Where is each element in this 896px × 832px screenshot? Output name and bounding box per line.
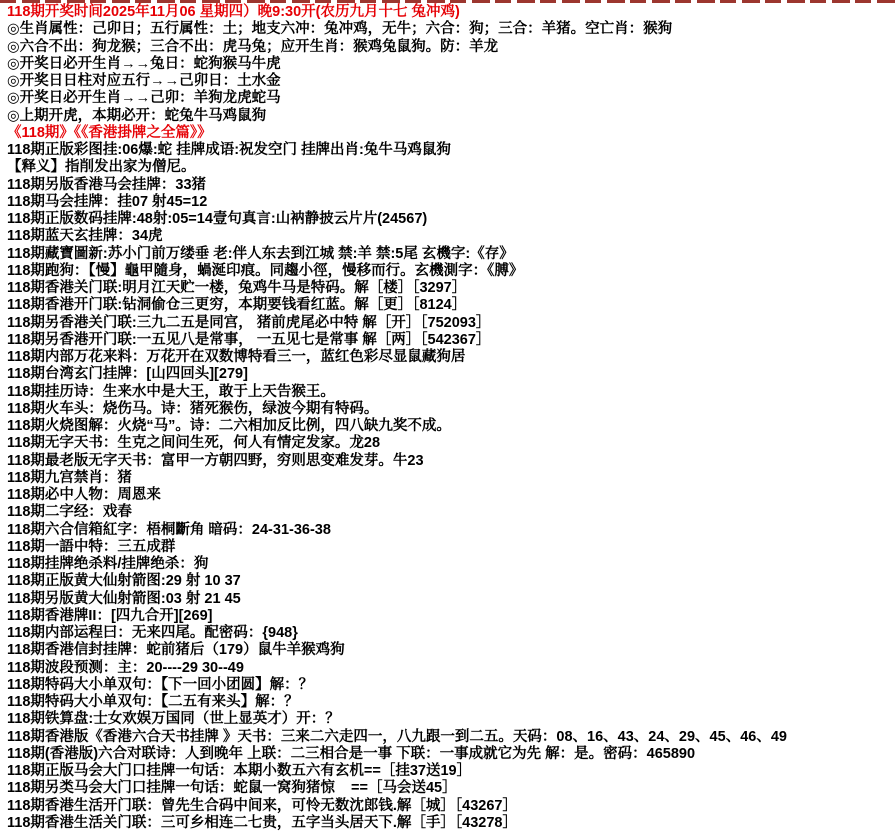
text-line-32: 118期一語中特：三五成群 <box>7 538 176 555</box>
text-line-31: 118期六合信箱紅字：梧桐斷角 暗码：24-31-36-38 <box>7 521 331 538</box>
text-line-10: 【释义】指削发出家为僧尼。 <box>7 159 196 176</box>
text-line-43: 118期香港版《香港六合天书挂牌 》天书：三来二六走四一，八九跟一到二五。天码：08、16、43、24、29、45、46、49 <box>7 728 787 745</box>
text-line-27: 118期最老版无字天书：富甲一方朝四野，穷则思变难发芽。牛23 <box>7 452 424 469</box>
text-line-47: 118期香港生活开门联：曾先生合码中间来，可怜无数沈郎钱.解［城］［43267］ <box>7 797 517 814</box>
text-line-21: 118期内部万花来料：万花开在双数博特看三一，蓝红色彩尽显鼠藏狗居 <box>7 349 466 365</box>
text-line-7: ◎上期开虎，本期必开：蛇兔牛马鸡鼠狗 <box>7 107 267 124</box>
text-line-35: 118期另版黄大仙射箭图:03 射 21 45 <box>7 590 241 607</box>
text-line-33: 118期挂牌绝杀料/挂牌绝杀：狗 <box>7 556 209 572</box>
text-line-4: ◎开奖日必开生肖→→兔日：蛇狗猴马牛虎 <box>7 55 281 72</box>
text-line-23: 118期挂历诗：生来水中是大王，敢于上天告猴王。 <box>7 383 335 400</box>
text-line-3: ◎六合不出：狗龙猴；三合不出：虎马兔；应开生肖：猴鸡兔鼠狗。防：羊龙 <box>7 38 499 55</box>
text-lines-container <box>0 3 896 832</box>
text-line-42: 118期铁算盘:士女欢娱万国同（世上显英才）开：？ <box>7 711 340 728</box>
text-line-39: 118期波段预测：主：20----29 30--49 <box>7 659 244 676</box>
text-line-5: ◎开奖日日柱对应五行→→己卯日：土水金 <box>7 73 281 89</box>
top-border-strip <box>0 0 896 3</box>
text-line-1: 118期开奖时间2025年11月06 星期四）晚9:30开(农历九月十七 兔冲鸡) <box>7 4 460 20</box>
text-line-24: 118期火车头：烧伤马。诗：猪死猴伤，绿波今期有特码。 <box>7 400 379 417</box>
text-line-48: 118期香港生活关门联：三可乡相连二七贵，五字当头居天下.解［手］［43278］ <box>7 814 517 831</box>
text-line-12: 118期马会挂牌：挂07 射45=12 <box>7 193 208 210</box>
text-line-6: ◎开奖日必开生肖→→己卯：羊狗龙虎蛇马 <box>7 90 281 107</box>
text-line-8: 《118期》《《香港掛牌之全篇》》 <box>7 124 212 141</box>
text-line-38: 118期香港信封挂牌：蛇前猪后（179）鼠牛羊猴鸡狗 <box>7 642 345 659</box>
text-line-40: 118期特码大小单双句：【下一回小团圆】解：？ <box>7 676 314 693</box>
text-line-17: 118期香港关门联:明月江天贮一楼，兔鸡牛马是特码。解［楼］［3297］ <box>7 280 467 296</box>
text-line-18: 118期香港开门联:钻洞偷仓三更穷，本期要钱看红蓝。解［更］［8124］ <box>7 297 467 314</box>
text-line-20: 118期另香港开门联:一五见八是常事， 一五见七是常事 解［两］［542367］ <box>7 331 491 348</box>
text-line-15: 118期藏寶圖新:苏小门前万缕垂 老:伴人东去到江城 禁:羊 禁:5尾 玄機字:《存》 <box>7 245 514 262</box>
text-line-37: 118期内部运程曰：无来四尾。配密码：{948} <box>7 625 298 641</box>
text-line-16: 118期跑狗：【慢】龜甲隨身，蝸涎印痕。同趨小徑，慢移而行。玄機測字：《膊》 <box>7 262 524 279</box>
text-line-45: 118期正版马会大门口挂牌一句话：本期小数五六有玄机==［挂37送19］ <box>7 763 472 779</box>
text-line-34: 118期正版黄大仙射箭图:29 射 10 37 <box>7 573 241 590</box>
text-line-11: 118期另版香港马会挂牌：33猪 <box>7 176 207 193</box>
text-line-26: 118期无字天书：生克之间问生死，何人有情定发家。龙28 <box>7 435 381 452</box>
text-line-22: 118期台湾玄门挂牌：[山四回头][279] <box>7 366 248 383</box>
text-line-14: 118期蓝天玄挂牌：34虎 <box>7 228 163 245</box>
text-line-29: 118期必中人物：周恩来 <box>7 487 161 503</box>
text-line-28: 118期九宫禁肖：猪 <box>7 469 132 486</box>
text-line-13: 118期正版数码挂牌:48射:05=14壹句真言:山衲静披云片片(24567) <box>7 211 428 227</box>
text-line-19: 118期另香港关门联:三九二五是同宫， 猪前虎尾必中特 解［开］［752093］ <box>7 314 491 331</box>
text-line-44: 118期(香港版)六合对联诗：人到晚年 上联：二三相合是一事 下联：一事成就它为先 解：是。密码：465890 <box>7 745 696 762</box>
text-line-41: 118期特码大小单双句：【二五有来头】解：？ <box>7 694 299 710</box>
text-line-25: 118期火烧图解：火烧“马”。诗：二六相加反比例，四八缺九奖不成。 <box>7 418 451 434</box>
text-line-9: 118期正版彩图挂:06爆:蛇 挂牌成语:祝发空门 挂牌出肖:兔牛马鸡鼠狗 <box>7 142 451 158</box>
text-line-46: 118期另类马会大门口挂牌一句话：蛇鼠一窝狗猪惊 ==［马会送45］ <box>7 780 457 797</box>
text-line-2: ◎生肖属性：己卯日；五行属性：土；地支六冲：兔冲鸡，无牛；六合：狗；三合：羊猪。空亡肖：猴狗 <box>7 21 673 38</box>
text-line-30: 118期二字经：戏春 <box>7 504 132 521</box>
text-line-36: 118期香港牌II：[四九合开][269] <box>7 607 213 624</box>
